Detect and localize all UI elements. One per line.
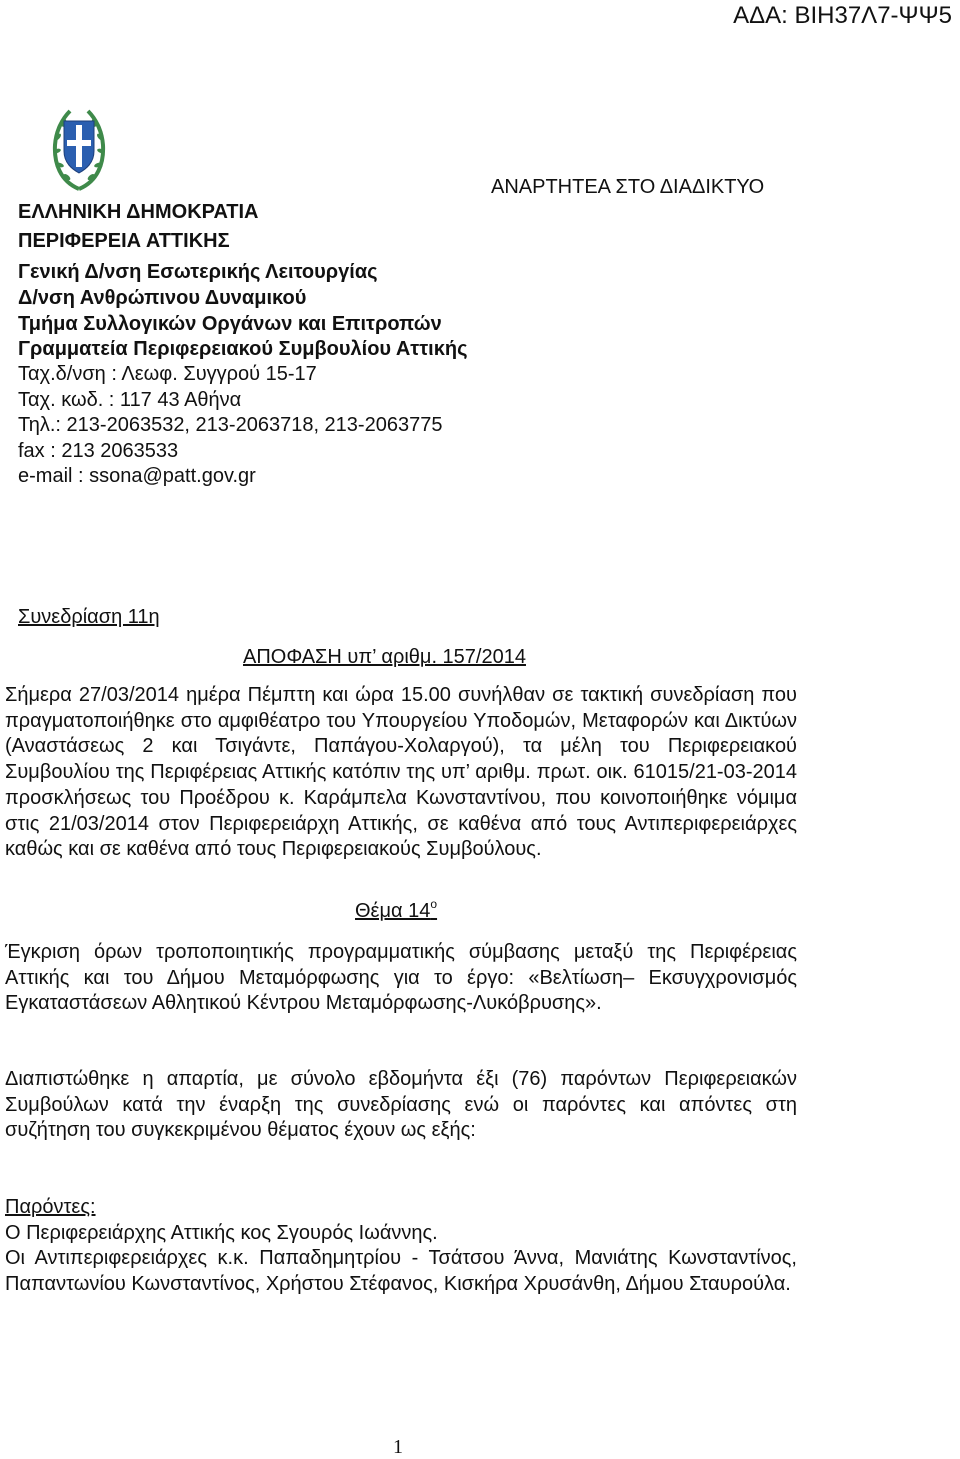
header-department: Τμήμα Συλλογικών Οργάνων και Επιτροπών xyxy=(18,313,442,335)
header-phone: Τηλ.: 213-2063532, 213-2063718, 213-2063775 xyxy=(18,414,443,436)
decision-title: ΑΠΟΦΑΣΗ υπ’ αριθμ. 157/2014 xyxy=(243,646,526,668)
posting-note: ΑΝΑΡΤΗΤΕΑ ΣΤΟ ΔΙΑΔΙΚΤΥΟ xyxy=(491,176,765,198)
topic-text: Έγκριση όρων τροποποιητικής προγραμματικής σύμβασης μεταξύ της Περιφέρειας Αττικής και του Δήμου Μεταμόρφωσης για το έργο: «Βελτίωση– Εκσυγχρονισμός Εγκαταστάσεων Αθλητικού Κέντρου Μεταμόρφωσης-Λυκόβρυσης». xyxy=(5,941,797,1015)
topic-label: Θέμα 14 xyxy=(355,900,431,922)
topic-heading xyxy=(355,897,438,923)
header-postcode: Ταχ. κωδ. : 117 43 Αθήνα xyxy=(18,389,242,411)
quorum-paragraph: Διαπιστώθηκε η απαρτία, με σύνολο εβδομήντα έξι (76) παρόντων Περιφερειακών Συμβούλων κατά την έναρξη της συνεδρίασης ενώ οι παρόντες και απόντες στη συζήτηση του συγκεκριμένου θέματος έχουν ως εξής: xyxy=(5,1068,797,1142)
header-secretariat: Γραμματεία Περιφερειακού Συμβουλίου Αττικής xyxy=(18,338,468,360)
session-title: Συνεδρίαση 11η xyxy=(18,606,160,628)
intro-paragraph: Σήμερα 27/03/2014 ημέρα Πέμπτη και ώρα 15.00 συνήλθαν σε τακτική συνεδρίαση που πραγματοποιήθηκε στο αμφιθέατρο του Υπουργείου Υποδομών, Μεταφορών και Δικτύων (Αναστάσεως 2 και Τσιγάντε, Παπάγου-Χολαργού), τα μέλη του Περιφερειακού Συμβουλίου της Περιφέρειας Αττικής κατόπιν της υπ’ αριθμ. πρωτ. οικ. 61015/21-03-2014 προσκλήσεως του Προέδρου κ. Καράμπελα Κωνσταντίνου, που κοινοποιήθηκε νόμιμα στις 21/03/2014 στον Περιφερειάρχη Αττικής, σε καθένα από τους Αντιπεριφερειάρχες καθώς και σε καθένα από τους Περιφερειακούς Συμβούλους. xyxy=(5,684,797,861)
header-email: e-mail : ssona@patt.gov.gr xyxy=(18,465,256,487)
header-directorate-general: Γενική Δ/νση Εσωτερικής Λειτουργίας xyxy=(18,261,378,283)
greek-coat-of-arms-icon xyxy=(52,107,106,193)
header-fax: fax : 213 2063533 xyxy=(18,440,179,462)
ada-code: ΑΔΑ: ΒΙΗ37Λ7-ΨΨ5 xyxy=(733,2,952,29)
header-directorate: Δ/νση Ανθρώπινου Δυναμικού xyxy=(18,287,307,309)
present-regional-governor: Ο Περιφερειάρχης Αττικής κος Σγουρός Ιωάννης. xyxy=(5,1222,438,1244)
header-region: ΠΕΡΙΦΕΡΕΙΑ ΑΤΤΙΚΗΣ xyxy=(18,230,230,252)
header-address: Ταχ.δ/νση : Λεωφ. Συγγρού 15-17 xyxy=(18,363,317,385)
header-republic: ΕΛΛΗΝΙΚΗ ΔΗΜΟΚΡΑΤΙΑ xyxy=(18,201,259,223)
topic-superscript: ο xyxy=(430,897,438,911)
present-heading: Παρόντες: xyxy=(5,1196,96,1218)
page-number: 1 xyxy=(393,1436,403,1458)
present-deputies: Οι Αντιπεριφερειάρχες κ.κ. Παπαδημητρίου - Τσάτσου Άννα, Μανιάτης Κωνσταντίνος, Παπαντωνίου Κωνσταντίνος, Χρήστου Στέφανος, Κισκήρα Χρυσάνθη, Δήμου Σταυρούλα. xyxy=(5,1247,797,1295)
